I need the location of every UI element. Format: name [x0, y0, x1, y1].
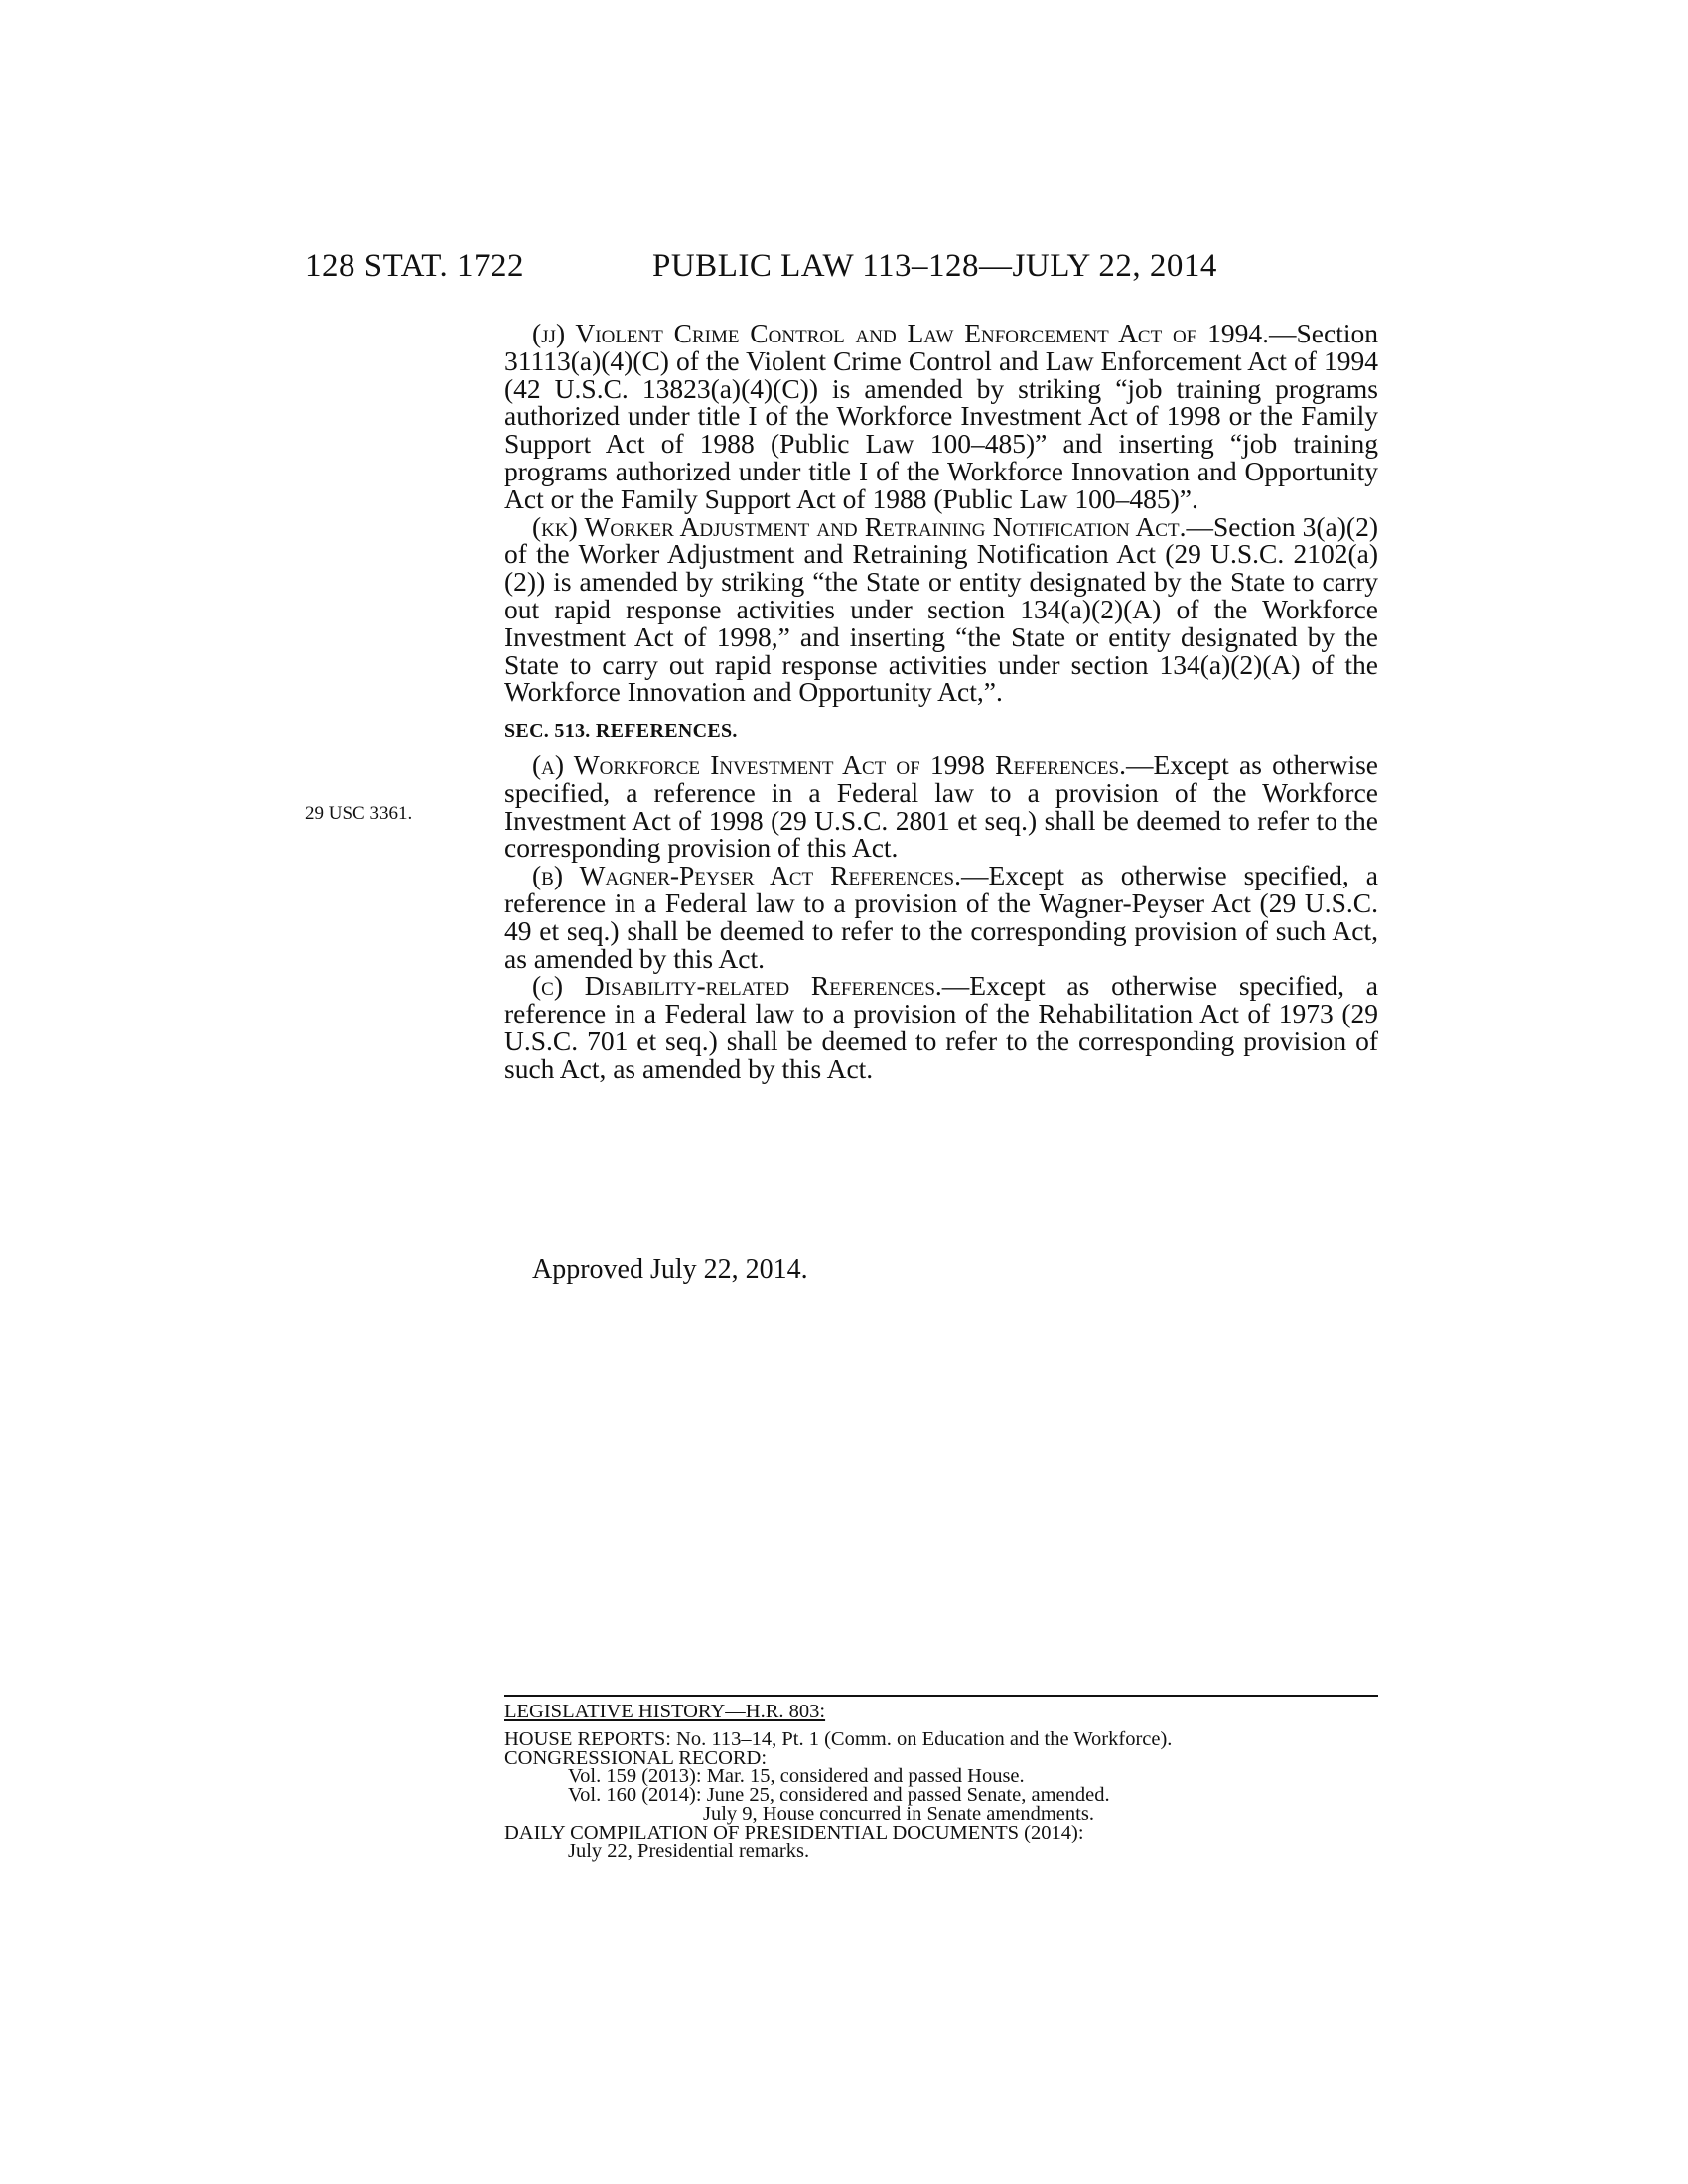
margin-note-usc: 29 USC 3361. — [305, 803, 413, 824]
paragraph-a-text: —Except as otherwise specified, a reference in a Federal law to a provision of the Workforce Investment Act of 1998 (29 U.S.C. 2801 et seq.) shall be deemed to refer to the corresponding provision of this Act. — [504, 749, 1379, 864]
paragraph-a-heading: (a) Workforce Investment Act of 1998 References. — [532, 749, 1126, 780]
paragraph-jj — [504, 320, 1378, 513]
history-house-reports: HOUSE REPORTS: No. 113–14, Pt. 1 (Comm. on Education and the Workforce). — [504, 1727, 1173, 1750]
history-daily-compilation: DAILY COMPILATION OF PRESIDENTIAL DOCUMENTS (2014): — [504, 1821, 1084, 1843]
paragraph-b-text: —Except as otherwise specified, a reference in a Federal law to a provision of the Wagner-Peyser Act (29 U.S.C. 49 et seq.) shall be deemed to refer to the corresponding provision of such Act, as amended by this Act. — [504, 860, 1378, 974]
paragraph-kk-text: —Section 3(a)(2) of the Worker Adjustment and Retraining Notification Act (29 U.S.C. 2102(a)(2)) is amended by striking “the State or entity designated by the State to carry out rapid response activities under section 134(a)(2)(A) of the Workforce Investment Act of 1998,” and inserting “the State or entity designated by the State to carry out rapid response activities under section 134(a)(2)(A) of the Workforce Innovation and Opportunity Act,”. — [504, 510, 1378, 708]
paragraph-b-heading: (b) Wagner-Peyser Act References. — [532, 860, 961, 891]
paragraph-c-heading: (c) Disability-related References. — [532, 970, 942, 1002]
paragraph-jj-text: —Section 31113(a)(4)(C) of the Violent Crime Control and Law Enforcement Act of 1994 (42 U.S.C. 13823(a)(4)(C)) is amended by striking “job training programs authorized under title I of the Workforce Investment Act of 1998 or the Family Support Act of 1988 (Public Law 100–485)” and inserting “job training programs authorized under title I of the Workforce Innovation and Opportunity Act or the Family Support Act of 1988 (Public Law 100–485)”. — [504, 318, 1378, 514]
paragraph-kk-heading: (kk) Worker Adjustment and Retraining Notification Act. — [532, 510, 1187, 542]
paragraph-kk — [504, 510, 1378, 708]
legislative-history — [504, 1695, 1378, 1860]
paragraph-a — [504, 751, 1378, 862]
paragraph-c-text: —Except as otherwise specified, a reference in a Federal law to a provision of the Rehabilitation Act of 1973 (29 U.S.C. 701 et seq.) shall be deemed to refer to the corresponding provision of such Act, as amended by this Act. — [504, 970, 1378, 1084]
history-congressional-record: CONGRESSIONAL RECORD: — [504, 1746, 768, 1769]
history-vol-160: Vol. 160 (2014): June 25, considered and passed Senate, amended. — [568, 1784, 1110, 1807]
approval-date: Approved July 22, 2014. — [532, 1254, 808, 1285]
body-text — [504, 320, 1378, 1083]
paragraph-b — [504, 862, 1378, 972]
section-heading: SEC. 513. REFERENCES. — [504, 720, 738, 743]
stat-citation: 128 STAT. 1722 — [305, 248, 525, 284]
history-vol-160-july-9: July 9, House concurred in Senate amendments. — [703, 1802, 1094, 1825]
law-title: PUBLIC LAW 113–128—JULY 22, 2014 — [652, 248, 1217, 284]
history-title-text: LEGISLATIVE HISTORY—H.R. 803: — [504, 1701, 826, 1722]
history-title — [504, 1703, 1378, 1721]
paragraph-c — [504, 972, 1378, 1082]
paragraph-jj-heading: (jj) Violent Crime Control and Law Enforcement Act of 1994. — [532, 318, 1269, 348]
history-july-22: July 22, Presidential remarks. — [568, 1840, 810, 1862]
history-vol-159: Vol. 159 (2013): Mar. 15, considered and passed House. — [568, 1765, 1025, 1788]
